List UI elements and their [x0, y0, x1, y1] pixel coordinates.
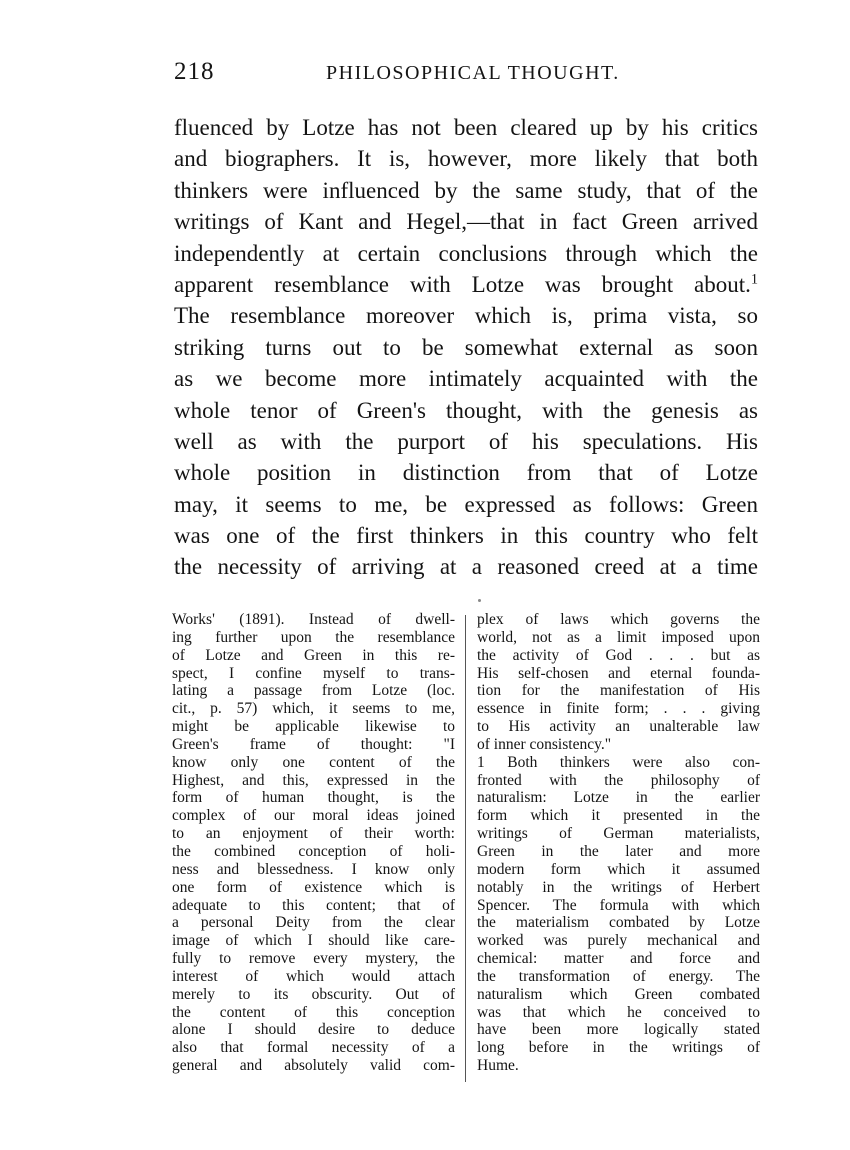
- footnote-line: complex of our moral ideas joined: [172, 807, 455, 825]
- body-line: writings of Kant and Hegel,—that in fact Green arrived: [174, 209, 758, 235]
- footnote-line: form which it presented in the: [477, 807, 760, 825]
- body-line: striking turns out to be somewhat external as soon: [174, 334, 758, 360]
- footnote-line: Hume.: [477, 1057, 519, 1075]
- body-line: and biographers. It is, however, more likely that both: [174, 146, 758, 172]
- footnote-line: Green's frame of thought: "I: [172, 735, 455, 753]
- footnote-line: interest of which would attach: [172, 967, 455, 985]
- body-line-text: apparent resemblance with Lotze was brought about.: [174, 271, 751, 297]
- footnotes-left-column: [172, 611, 455, 1075]
- footnote-line: worked was purely mechanical and: [477, 932, 760, 950]
- footnote-line: fully to remove every mystery, the: [172, 950, 455, 968]
- footnote-line: chemical: matter and force and: [477, 950, 760, 968]
- body-line: well as with the purport of his speculations. His: [174, 428, 758, 454]
- footnote-line: Works' (1891). Instead of dwell-: [172, 611, 455, 628]
- footnote-line: know only one content of the: [172, 753, 455, 771]
- body-line: as we become more intimately acquainted with the: [174, 366, 758, 392]
- footnote-line: to an enjoyment of their worth:: [172, 825, 455, 843]
- footnote-line: ing further upon the resemblance: [172, 628, 455, 646]
- footnote-line: naturalism which Green combated: [477, 985, 760, 1003]
- footnote-line: the content of this conception: [172, 1003, 455, 1021]
- footnote-line: merely to its obscurity. Out of: [172, 985, 455, 1003]
- footnote-line: the materialism combated by Lotze: [477, 914, 760, 932]
- footnote-line: one form of existence which is: [172, 878, 455, 896]
- body-line: may, it seems to me, be expressed as follows: Green: [174, 491, 758, 517]
- footnote-line: His self-chosen and eternal founda-: [477, 664, 760, 682]
- body-line: whole position in distinction from that of Lotze: [174, 460, 758, 486]
- footnote-line: lating a passage from Lotze (loc.: [172, 682, 455, 700]
- footnote-line: ness and blessedness. I know only: [172, 860, 455, 878]
- footnote-line: the transformation of energy. The: [477, 967, 760, 985]
- footnote-line: also that formal necessity of a: [172, 1039, 455, 1057]
- footnote-line: tion for the manifestation of His: [477, 682, 760, 700]
- body-line: was one of the first thinkers in this country who felt: [174, 523, 758, 549]
- footnote-line: adequate to this content; that of: [172, 896, 455, 914]
- footnote-line: notably in the writings of Herbert: [477, 878, 760, 896]
- footnotes-right-column: [477, 611, 760, 1075]
- footnote-line: plex of laws which governs the: [477, 611, 760, 628]
- body-line: The resemblance moreover which is, prima vista, so: [174, 303, 758, 329]
- footnote-line: spect, I confine myself to trans-: [172, 664, 455, 682]
- footnote-line: a personal Deity from the clear: [172, 914, 455, 932]
- footnote-line: cit., p. 57) which, it seems to me,: [172, 700, 455, 718]
- footnote-line: general and absolutely valid com-: [172, 1057, 455, 1075]
- footnote-line: of inner consistency.": [477, 735, 612, 753]
- body-line: the necessity of arriving at a reasoned creed at a time: [174, 554, 758, 580]
- running-title: PHILOSOPHICAL THOUGHT.: [326, 62, 620, 84]
- footnote-line: Highest, and this, expressed in the: [172, 771, 455, 789]
- body-line: fluenced by Lotze has not been cleared up by his critics: [174, 115, 758, 140]
- footnote-line: fronted with the philosophy of: [477, 771, 760, 789]
- body-text: [174, 112, 758, 583]
- column-divider: [465, 615, 466, 1082]
- footnote-line: might be applicable likewise to: [172, 718, 455, 736]
- footnote-line: modern form which it assumed: [477, 860, 760, 878]
- footnote-line: to His activity an unalterable law: [477, 718, 760, 736]
- body-line: whole tenor of Green's thought, with the genesis as: [174, 397, 758, 423]
- footnote-line: have been more logically stated: [477, 1021, 760, 1039]
- footnote-line: long before in the writings of: [477, 1039, 760, 1057]
- footnote-line: the combined conception of holi-: [172, 842, 455, 860]
- footnote-line: was that which he conceived to: [477, 1003, 760, 1021]
- page-number: 218: [174, 58, 215, 85]
- footnote-line: 1 Both thinkers were also con-: [477, 753, 760, 771]
- body-line-with-footnote: [174, 269, 758, 300]
- footnote-line: alone I should desire to deduce: [172, 1021, 455, 1039]
- footnote-line: Spencer. The formula with which: [477, 896, 760, 914]
- footnote-reference: 1: [750, 271, 758, 288]
- footnote-line: the activity of God . . . but as: [477, 646, 760, 664]
- page-header: [174, 58, 758, 92]
- separator-dot: [478, 599, 481, 602]
- footnote-line: essence in finite form; . . . giving: [477, 700, 760, 718]
- body-line: thinkers were influenced by the same study, that of the: [174, 177, 758, 203]
- footnote-line: naturalism: Lotze in the earlier: [477, 789, 760, 807]
- footnote-line: of Lotze and Green in this re-: [172, 646, 455, 664]
- footnote-line: form of human thought, is the: [172, 789, 455, 807]
- body-line: independently at certain conclusions through which the: [174, 240, 758, 266]
- footnote-line: Green in the later and more: [477, 842, 760, 860]
- footnote-line: image of which I should like care-: [172, 932, 455, 950]
- footnote-line: world, not as a limit imposed upon: [477, 628, 760, 646]
- footnote-line: writings of German materialists,: [477, 825, 760, 843]
